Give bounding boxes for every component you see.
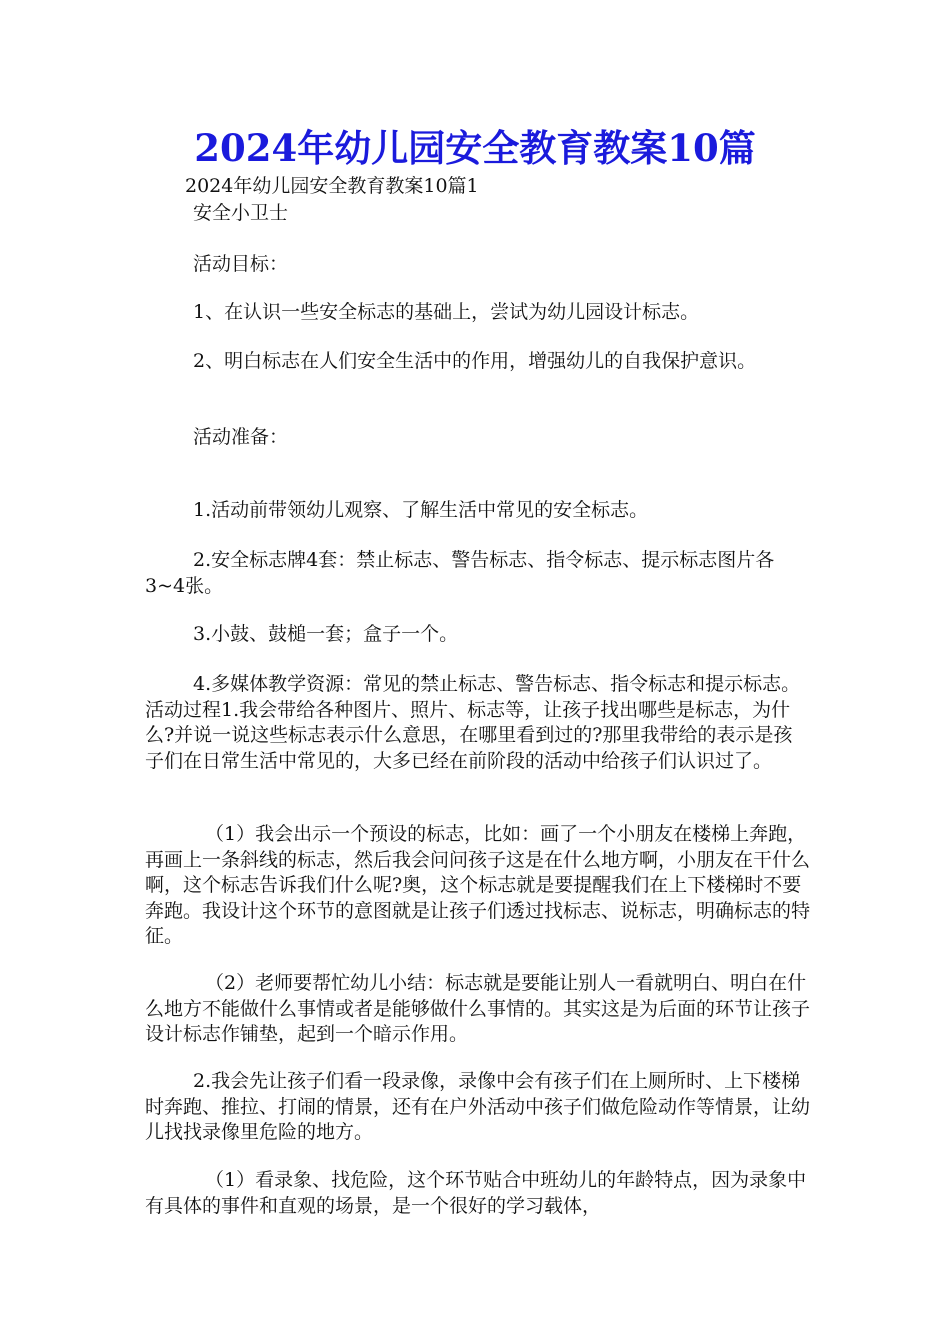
- document-title: 2024年幼儿园安全教育教案10篇: [194, 126, 756, 170]
- paragraph-2: 活动目标：: [193, 253, 289, 275]
- paragraph-3: 1、在认识一些安全标志的基础上，尝试为幼儿园设计标志。: [193, 301, 700, 323]
- paragraph-5: 活动准备：: [193, 426, 289, 448]
- paragraph-11: （2）老师要帮忙幼儿小结：标志就是要能让别人一看就明白、明白在什么地方不能做什么事情或者是能够做什么事情的。其实这是为后面的环节让孩子设计标志作铺垫，起到一个暗示作用。: [145, 972, 811, 1045]
- paragraph-7: 2.安全标志牌4套：禁止标志、警告标志、指令标志、提示标志图片各3~4张。: [145, 549, 775, 597]
- document-subtitle: 2024年幼儿园安全教育教案10篇1: [185, 175, 479, 197]
- paragraph-13: （1）看录象、找危险，这个环节贴合中班幼儿的年龄特点，因为录象中有具体的事件和直观的场景，是一个很好的学习载体，: [145, 1169, 807, 1217]
- paragraph-12: 2.我会先让孩子们看一段录像，录像中会有孩子们在上厕所时、上下楼梯时奔跑、推拉、打闹的情景，还有在户外活动中孩子们做危险动作等情景，让幼儿找找录像里危险的地方。: [145, 1070, 811, 1143]
- paragraph-9: 4.多媒体教学资源：常见的禁止标志、警告标志、指令标志和提示标志。活动过程1.我会带给各种图片、照片、标志等，让孩子找出哪些是标志，为什么?并说一说这些标志表示什么意思，在哪里看到过的?那里我带给的表示是孩子们在日常生活中常见的，大多已经在前阶段的活动中给孩子们认识过了。: [145, 673, 801, 772]
- paragraph-10: （1）我会出示一个预设的标志，比如：画了一个小朋友在楼梯上奔跑，再画上一条斜线的标志，然后我会问问孩子这是在什么地方啊，小朋友在干什么啊，这个标志告诉我们什么呢?奥，这个标志就是要提醒我们在上下楼梯时不要奔跑。我设计这个环节的意图就是让孩子们透过找标志、说标志，明确标志的特征。: [145, 823, 811, 947]
- paragraph-4: 2、明白标志在人们安全生活中的作用，增强幼儿的自我保护意识。: [193, 350, 757, 372]
- paragraph-6: 1.活动前带领幼儿观察、了解生活中常见的安全标志。: [193, 499, 649, 521]
- paragraph-1: 安全小卫士: [193, 202, 289, 224]
- paragraph-8: 3.小鼓、鼓槌一套；盒子一个。: [193, 623, 459, 645]
